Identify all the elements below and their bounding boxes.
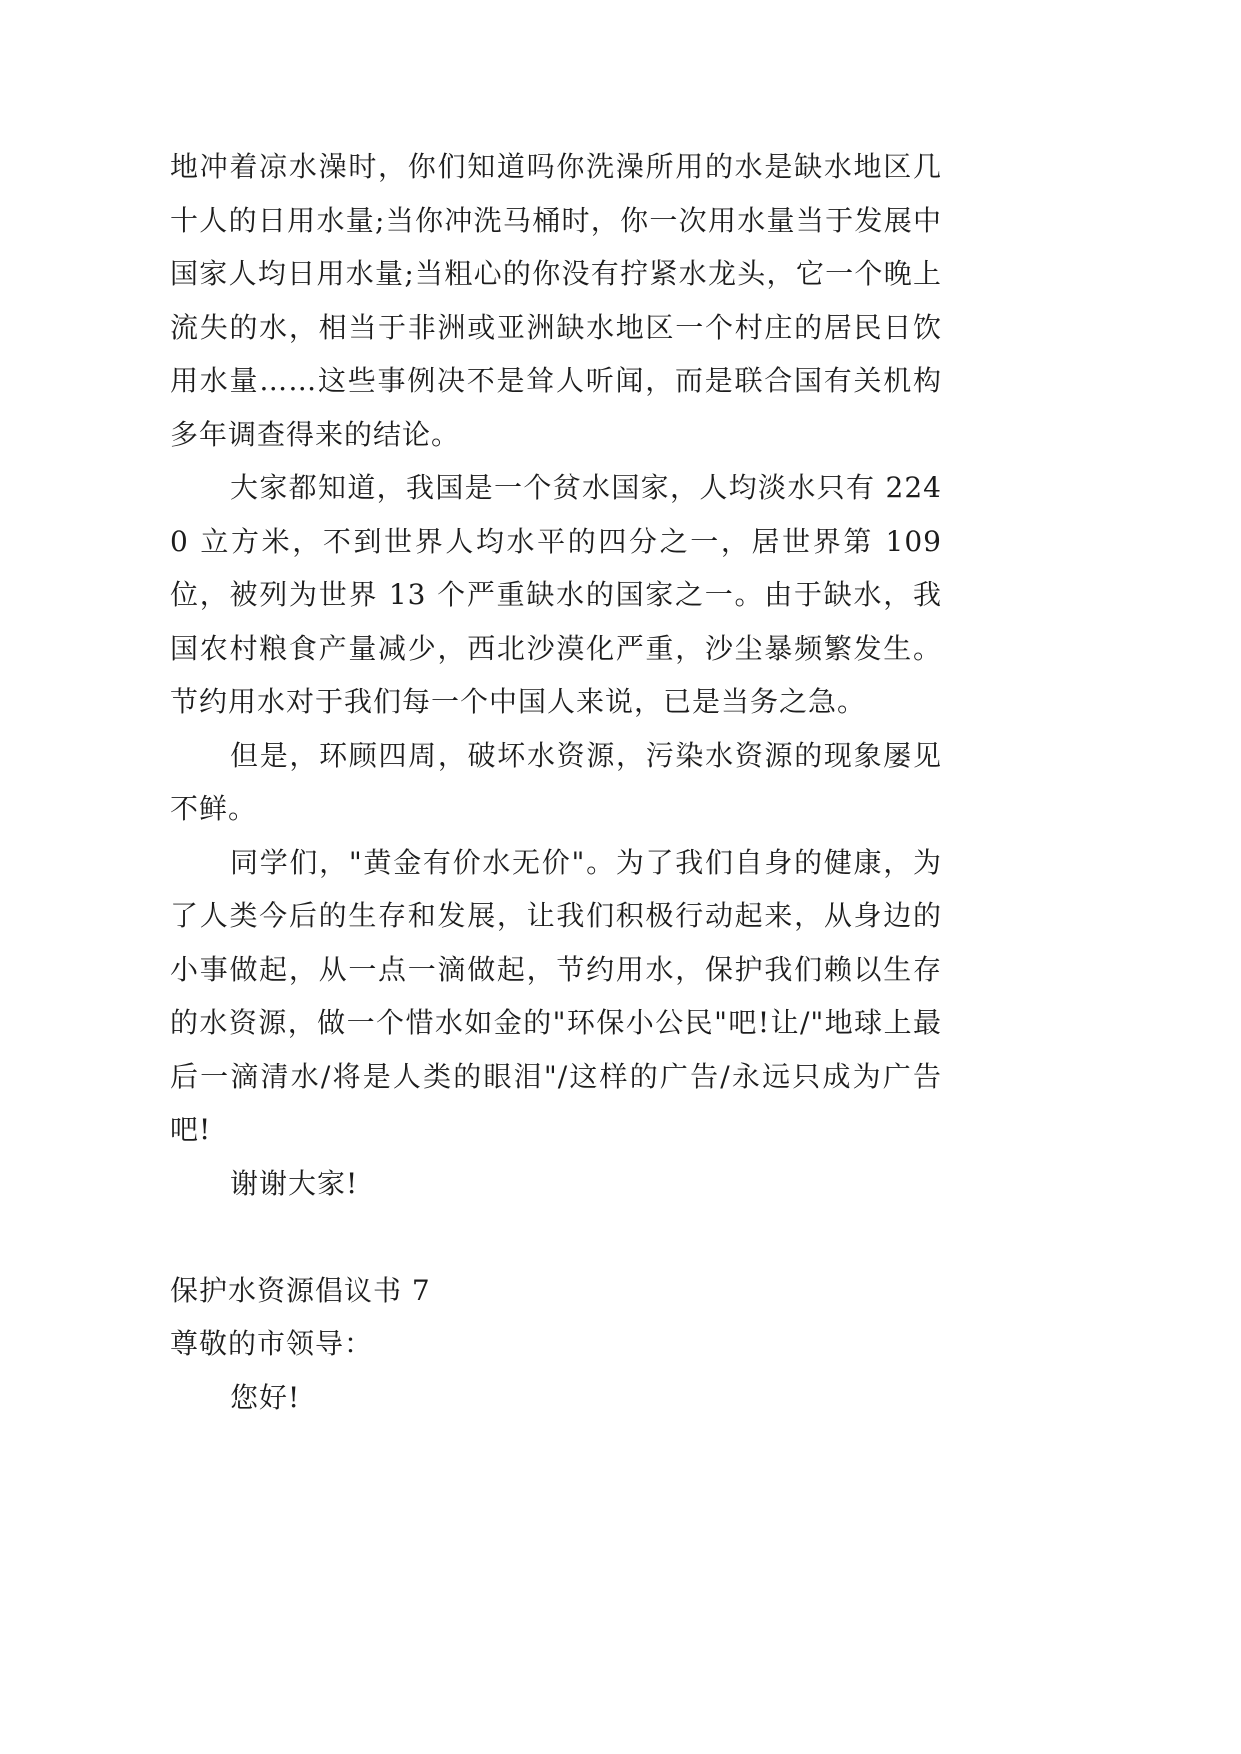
paragraph-water-shortage: 大家都知道，我国是一个贫水国家，人均淡水只有 2240 立方米，不到世界人均水平的四分之一，居世界第 109 位，被列为世界 13 个严重缺水的国家之一。由于缺水，我国农村粮食产量减少，西北沙漠化严重，沙尘暴频繁发生。节约用水对于我们每一个中国人来说，已是当务之急。 [170,471,942,718]
section-gap [170,1210,942,1264]
salutation: 尊敬的市领导： [170,1327,374,1360]
paragraph-pollution: 但是，环顾四周，破坏水资源，污染水资源的现象屡见不鲜。 [170,738,942,825]
paragraph-thanks: 谢谢大家! [230,1166,359,1200]
paragraph-call-to-action: 同学们，"黄金有价水无价"。为了我们自身的健康，为了人类今后的生存和发展，让我们积极行动起来，从身边的小事做起，从一点一滴做起，节约用水，保护我们赖以生存的水资源，做一个惜水如金的"环保小公民"吧!让/"地球上最后一滴清水/将是人类的眼泪"/这样的广告/永远只成为广告吧! [170,845,942,1146]
paragraph-continued: 地冲着凉水澡时，你们知道吗你洗澡所用的水是缺水地区几十人的日用水量;当你冲洗马桶时，你一次用水量当于发展中国家人均日用水量;当粗心的你没有拧紧水龙头，它一个晚上流失的水，相当于非洲或亚洲缺水地区一个村庄的居民日饮用水量……这些事例决不是耸人听闻，而是联合国有关机构多年调查得来的结论。 [170,150,942,451]
document-body [170,140,942,1424]
greeting: 您好! [230,1380,301,1414]
section-title: 保护水资源倡议书 7 [170,1273,431,1307]
